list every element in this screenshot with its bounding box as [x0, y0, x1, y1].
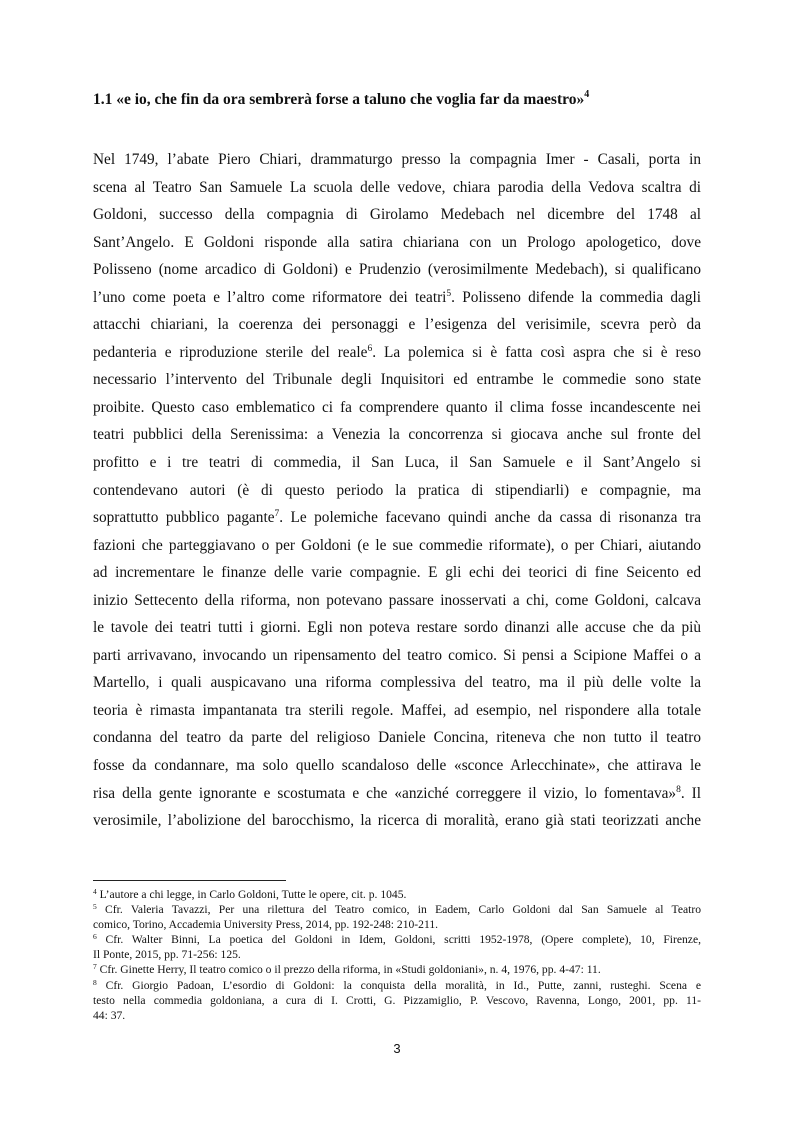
footnote-ref: 7: [274, 509, 280, 520]
body-line: [93, 504, 701, 532]
body-line-text: attacchi chiariani, la coerenza dei personaggi e l’esigenza del verisimile, scevra però da: [93, 316, 701, 334]
body-line-text: soprattutto pubblico pagante: [93, 509, 275, 527]
body-line-text: le tavole dei teatri tutti i giorni. Egli non poteva restare sordo dinanzi alle accuse che da più: [93, 619, 701, 637]
footnote-separator: [93, 880, 286, 881]
body-line: [93, 559, 701, 587]
body-line-text: fosse da condannare, ma solo quello scandaloso delle «sconce Arlecchinate», che attirava le: [93, 757, 701, 775]
footnotes: [93, 887, 701, 1023]
body-line: [93, 669, 701, 697]
body-line-text-after: . La polemica si è fatta così aspra che si è reso: [372, 343, 702, 361]
footnote-text: Il Ponte, 2015, pp. 71-256: 125.: [93, 948, 241, 962]
section-heading: [93, 88, 713, 112]
body-line: [93, 752, 701, 780]
footnote-number: 7: [93, 962, 97, 972]
body-line: [93, 394, 701, 422]
page-number: 3: [393, 1041, 401, 1056]
body-line-text: pedanteria e riproduzione sterile del reale: [93, 343, 368, 361]
body-line-text: verosimile, l’abolizione del barocchismo, la ricerca di moralità, erano già stati teorizzati anche: [93, 812, 701, 830]
body-line-text: l’uno come poeta e l’altro come riformatore dei teatri: [93, 288, 447, 306]
footnote-line: [93, 932, 701, 947]
body-line: [93, 146, 701, 174]
footnote-line: [93, 962, 701, 977]
body-line-text: ad incrementare le finanze delle varie compagnie. E gli echi dei teorici di fine Seicento ed: [93, 564, 701, 582]
body-line: [93, 366, 701, 394]
body-line-text-after: . Polisseno difende la commedia dagli: [451, 288, 701, 306]
body-line-text: Nel 1749, l’abate Piero Chiari, drammaturgo presso la compagnia Imer - Casali, porta in: [93, 151, 701, 168]
body-line: [93, 807, 701, 835]
body-line: [93, 477, 701, 505]
body-line: [93, 724, 701, 752]
body-line: [93, 780, 701, 808]
body-line-text: Goldoni, successo della compagnia di Girolamo Medebach nel dicembre del 1748 al: [93, 206, 701, 224]
body-line-text: Martello, i quali auspicavano una riforma complessiva del teatro, ma il più delle volte la: [93, 674, 701, 692]
section-heading-text: 1.1 «e io, che fin da ora sembrerà forse a taluno che voglia far da maestro»: [93, 91, 585, 108]
body-line-text: condanna del teatro da parte del religioso Daniele Concina, riteneva che non tutto il teatro: [93, 729, 701, 747]
footnote-ref-4: 4: [584, 89, 590, 100]
body-line-text: teoria è rimasta impantanata tra sterili regole. Maffei, ad esempio, nel rispondere alla totale: [93, 701, 701, 719]
body-line: [93, 339, 701, 367]
body-line: [93, 587, 701, 615]
footnote-line: [93, 902, 701, 917]
body-line-text: parti arrivavano, invocando un ripensamento del teatro comico. Si pensi a Scipione Maffei o a: [93, 646, 701, 664]
body-line: [93, 614, 701, 642]
body-line-text-after: . Le polemiche facevano quindi anche da cassa di risonanza tra: [279, 509, 701, 527]
body-line: [93, 229, 701, 257]
footnote-line: [93, 947, 701, 962]
body-line-text: inizio Settecento della riforma, non potevano passare inosservati a chi, come Goldoni, calcava: [93, 591, 701, 609]
body-line: [93, 697, 701, 725]
footnote-number: 6: [93, 932, 97, 942]
body-line: [93, 256, 701, 284]
body-text: [93, 146, 701, 835]
body-line-text: necessario l’intervento del Tribunale degli Inquisitori ed entrambe le commedie sono state: [93, 371, 701, 389]
footnote-number: 5: [93, 902, 97, 912]
body-line-text-after: . Il: [680, 784, 702, 802]
body-line-text: scena al Teatro San Samuele La scuola delle vedove, chiara parodia della Vedova scaltra di: [93, 178, 701, 196]
footnote-number: 4: [93, 887, 97, 896]
footnote-number: 8: [93, 977, 97, 987]
footnote-line: [93, 993, 701, 1008]
footnote-ref: 5: [446, 288, 452, 299]
body-line: [93, 311, 701, 339]
footnote-ref: 8: [676, 784, 681, 795]
footnote-line: [93, 978, 701, 993]
footnote-text: Cfr. Walter Binni, La poetica del Goldoni in Idem, Goldoni, scritti 1952-1978, (Opere complete), 10, Firenze,: [105, 933, 702, 947]
body-line-text: Polisseno (nome arcadico di Goldoni) e Prudenzio (verosimilmente Medebach), si qualificano: [93, 261, 701, 279]
footnote-ref: 6: [367, 343, 373, 354]
footnote-line: [93, 917, 701, 932]
footnote-text: comico, Torino, Accademia University Press, 2014, pp. 192-248: 210-211.: [93, 918, 439, 932]
body-line-text: Sant’Angelo. E Goldoni risponde alla satira chiariana con un Prologo apologetico, dove: [93, 233, 701, 251]
body-line-text: profitto e i tre teatri di commedia, il San Luca, il San Samuele e il Sant’Angelo si: [93, 454, 701, 472]
body-line: [93, 201, 701, 229]
footnote-text: Cfr. Ginette Herry, Il teatro comico o il prezzo della riforma, in «Studi goldoniani», n. 4, 1976, pp. 4-47: 11.: [99, 963, 601, 977]
body-line-text: contendevano autori (è di questo periodo la pratica di stipendiarli) e compagnie, ma: [93, 481, 701, 499]
body-line: [93, 174, 701, 202]
body-line-text: teatri pubblici della Serenissima: a Venezia la concorrenza si giocava anche sul fronte del: [93, 426, 701, 444]
footnote-text: L’autore a chi legge, in Carlo Goldoni, Tutte le opere, cit. p. 1045.: [99, 888, 407, 901]
footnote-line: [93, 1008, 701, 1023]
body-line-text: risa della gente ignorante e scostumata e che «anziché correggere il vizio, lo fomentava»: [93, 784, 677, 802]
body-line: [93, 532, 701, 560]
footnote-text: Cfr. Giorgio Padoan, L’esordio di Goldoni: la conquista della moralità, in Id., Putte, zanni, rusteghi. Scena e: [105, 978, 701, 992]
footnote-text: 44: 37.: [93, 1008, 126, 1022]
footnote-text: testo nella commedia goldoniana, a cura di I. Crotti, G. Pizzamiglio, P. Vescovo, Ravenna, Longo, 2001, pp. 11-: [93, 993, 701, 1007]
body-line: [93, 449, 701, 477]
body-line-text: proibite. Questo caso emblematico ci fa comprendere quanto il clima fosse incandescente nei: [93, 398, 701, 416]
body-line: [93, 284, 701, 312]
body-line: [93, 642, 701, 670]
footnote-text: Cfr. Valeria Tavazzi, Per una rilettura del Teatro comico, in Eadem, Carlo Goldoni dal San Samuele al Teatro: [105, 903, 702, 917]
body-line: [93, 421, 701, 449]
body-line-text: fazioni che parteggiavano o per Goldoni (e le sue commedie riformate), o per Chiari, aiutando: [93, 536, 701, 554]
footnote-line: [93, 887, 701, 902]
